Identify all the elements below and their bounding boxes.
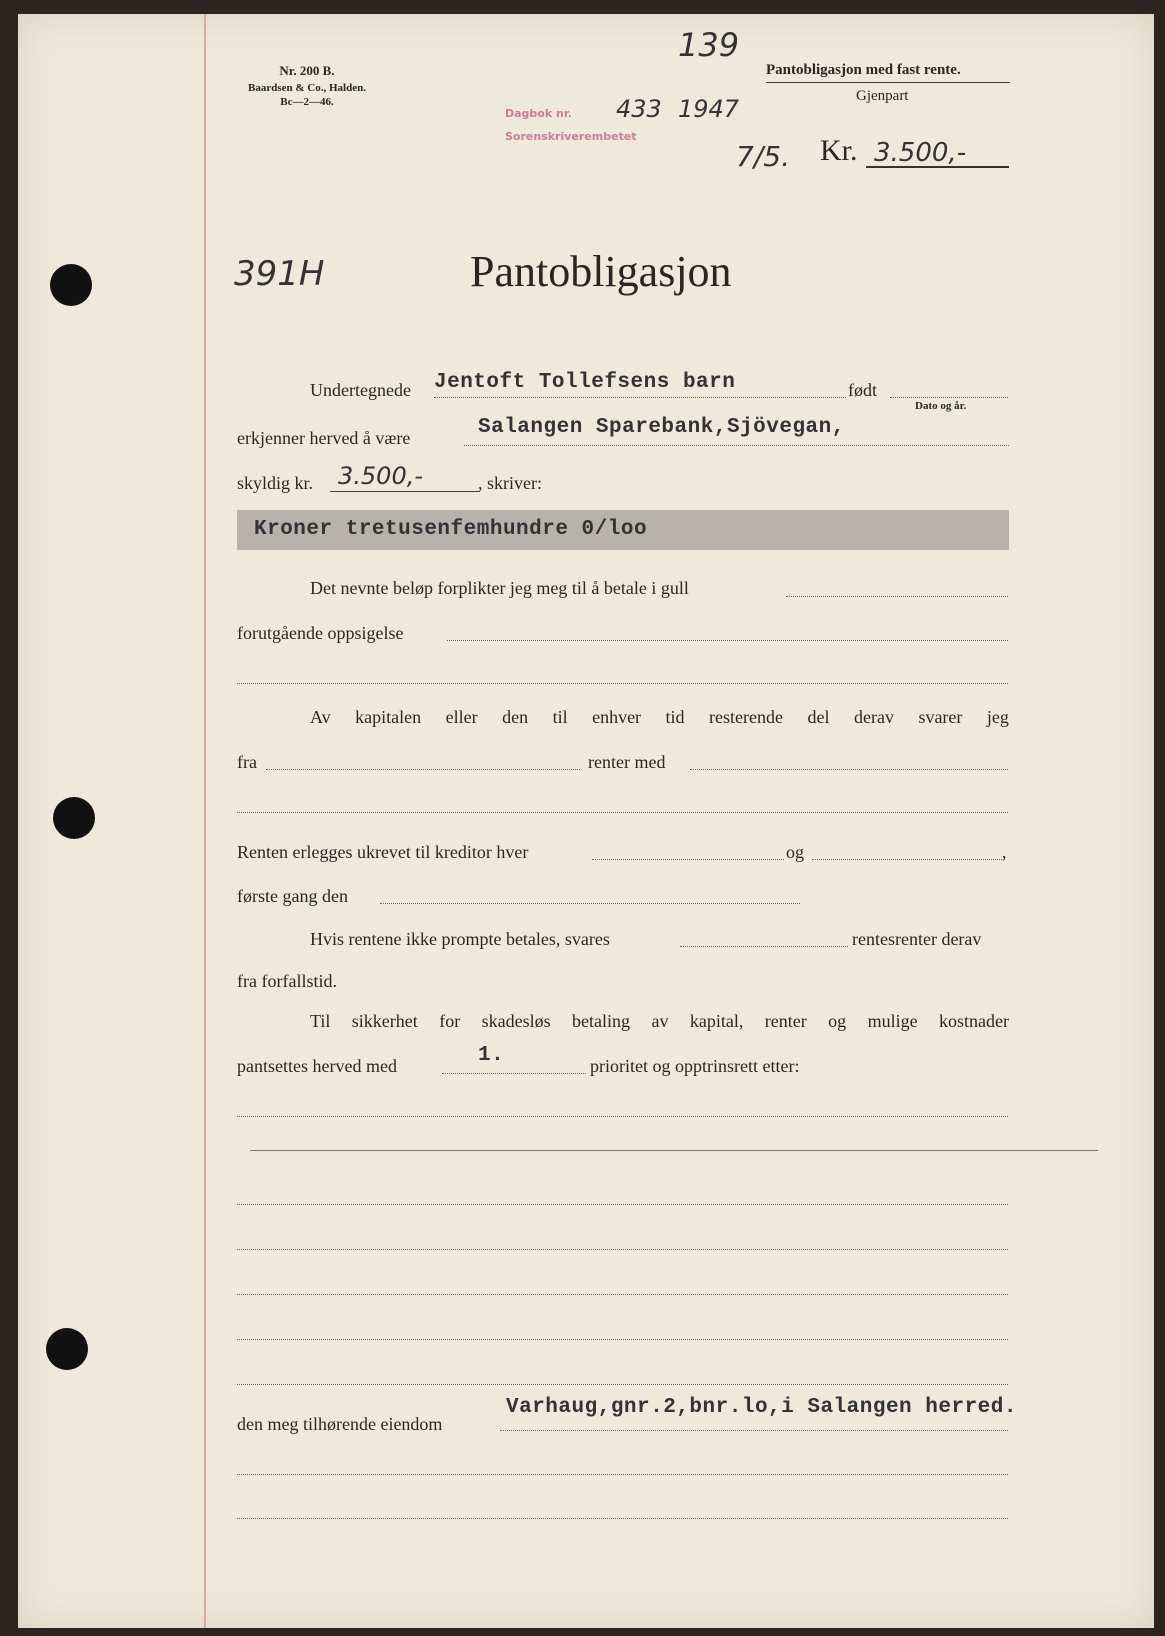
margin-rule <box>204 14 206 1628</box>
clause-word: kostnader <box>939 1011 1009 1031</box>
and-label: og <box>786 842 804 862</box>
born-label: født <box>848 380 877 400</box>
clause-word: eller <box>445 707 478 727</box>
gold-clause: Det nevnte beløp forplikter jeg meg til å betale i gull <box>310 578 689 598</box>
property-value: Varhaug,gnr.2,bnr.lo,i Salangen herred. <box>506 1396 1017 1419</box>
stamp-journal-label: Dagbok nr. <box>505 107 572 120</box>
clause-word: av <box>651 1011 669 1031</box>
blank-line <box>237 1204 1008 1205</box>
interest-line <box>690 769 1008 770</box>
amount-underline <box>866 166 1009 168</box>
clause-word: jeg <box>986 707 1009 727</box>
property-line <box>500 1430 1008 1431</box>
title-underline <box>766 82 1010 83</box>
clause-word: den <box>502 707 529 727</box>
clause-word: Av <box>310 707 331 727</box>
owing-label: skyldig kr. <box>237 473 314 493</box>
margin-note-handwritten: 391H <box>234 254 325 294</box>
amount-value: 3.500,- <box>874 138 967 168</box>
punch-hole <box>50 264 92 306</box>
clause-word: kapitalen <box>355 707 422 727</box>
compound-label: rentesrenter derav <box>852 929 982 949</box>
undersigned-line <box>434 397 846 398</box>
clause-word: tid <box>665 707 685 727</box>
owing-line <box>330 491 480 492</box>
clause-word: betaling <box>572 1011 631 1031</box>
from-due-label: fra forfallstid. <box>237 971 337 991</box>
amount-label: Kr. <box>820 134 858 167</box>
pledged-label: pantsettes herved med <box>237 1056 397 1076</box>
creditor-line <box>464 445 1009 446</box>
priority-value: 1. <box>478 1044 505 1067</box>
clause-word: sikkerhet <box>351 1011 418 1031</box>
undersigned-label: Undertegnede <box>310 380 411 400</box>
notice-line <box>447 640 1008 641</box>
stamp-year-handwritten: 1947 <box>678 95 740 123</box>
comma: , <box>1002 842 1007 862</box>
writes-label: , skriver: <box>478 473 542 493</box>
compound-rate-line <box>680 946 848 947</box>
clause-word: Til <box>310 1011 331 1031</box>
property-label: den meg tilhørende eiendom <box>237 1414 443 1434</box>
blank-line <box>237 1339 1008 1340</box>
stamp-office-label: Sorenskriverembetet <box>505 130 637 143</box>
from-line <box>266 769 580 770</box>
first-time-line <box>380 903 800 904</box>
blank-line <box>237 683 1008 684</box>
clause-word: mulige <box>867 1011 918 1031</box>
born-line <box>890 397 1008 398</box>
interest-paid-line <box>592 859 784 860</box>
punch-hole <box>46 1328 88 1370</box>
clause-word: derav <box>853 707 894 727</box>
acknowledge-label: erkjenner herved å være <box>237 428 411 448</box>
owing-value: 3.500,- <box>338 462 423 490</box>
form-number: Nr. 200 B. <box>279 63 335 78</box>
notice-clause: forutgående oppsigelse <box>237 623 404 643</box>
and-line <box>812 859 1002 860</box>
amount-in-words: Kroner tretusenfemhundre 0/loo <box>254 518 648 541</box>
form-title: Pantobligasjon med fast rente. <box>766 62 961 78</box>
copy-label: Gjenpart <box>856 88 909 104</box>
print-code: Bc—2—46. <box>280 96 334 108</box>
stamp-number-handwritten: 433 <box>616 95 662 123</box>
printer-name: Baardsen & Co., Halden. <box>248 82 366 94</box>
stamp-date-handwritten: 7/5. <box>736 140 790 173</box>
undersigned-value: Jentoft Tollefsens barn <box>434 371 736 394</box>
blank-line <box>237 1116 1008 1117</box>
clause-word: svarer <box>918 707 963 727</box>
clause-word: og <box>828 1011 847 1031</box>
blank-line <box>237 1518 1008 1519</box>
blank-line <box>237 1249 1008 1250</box>
clause-word: for <box>439 1011 461 1031</box>
blank-line <box>237 1474 1008 1475</box>
interest-label: renter med <box>588 752 666 772</box>
clause-word: kapital, <box>689 1011 744 1031</box>
clause-word: enhver <box>592 707 642 727</box>
blank-line <box>237 1294 1008 1295</box>
date-year-hint: Dato og år. <box>915 400 967 412</box>
interest-paid-label: Renten erlegges ukrevet til kreditor hver <box>237 842 529 862</box>
punch-hole <box>53 797 95 839</box>
clause-word: skadesløs <box>481 1011 551 1031</box>
if-not-paid-label: Hvis rentene ikke prompte betales, svares <box>310 929 610 949</box>
first-time-label: første gang den <box>237 886 348 906</box>
ruled-line <box>250 1150 1098 1151</box>
clause-word: resterende <box>709 707 783 727</box>
capital-clause <box>310 707 1009 728</box>
priority-label: prioritet og opptrinsrett etter: <box>590 1056 800 1076</box>
blank-line <box>237 812 1008 813</box>
clause-word: del <box>807 707 830 727</box>
priority-line <box>442 1073 586 1074</box>
clause-word: renter <box>764 1011 807 1031</box>
handwritten-page-number: 139 <box>678 26 740 64</box>
clause-word: til <box>552 707 568 727</box>
page-title: Pantobligasjon <box>470 247 732 296</box>
creditor-value: Salangen Sparebank,Sjövegan, <box>478 416 845 439</box>
gold-line <box>786 596 1008 597</box>
security-clause <box>310 1011 1009 1032</box>
from-label: fra <box>237 752 257 772</box>
blank-line <box>237 1384 1008 1385</box>
